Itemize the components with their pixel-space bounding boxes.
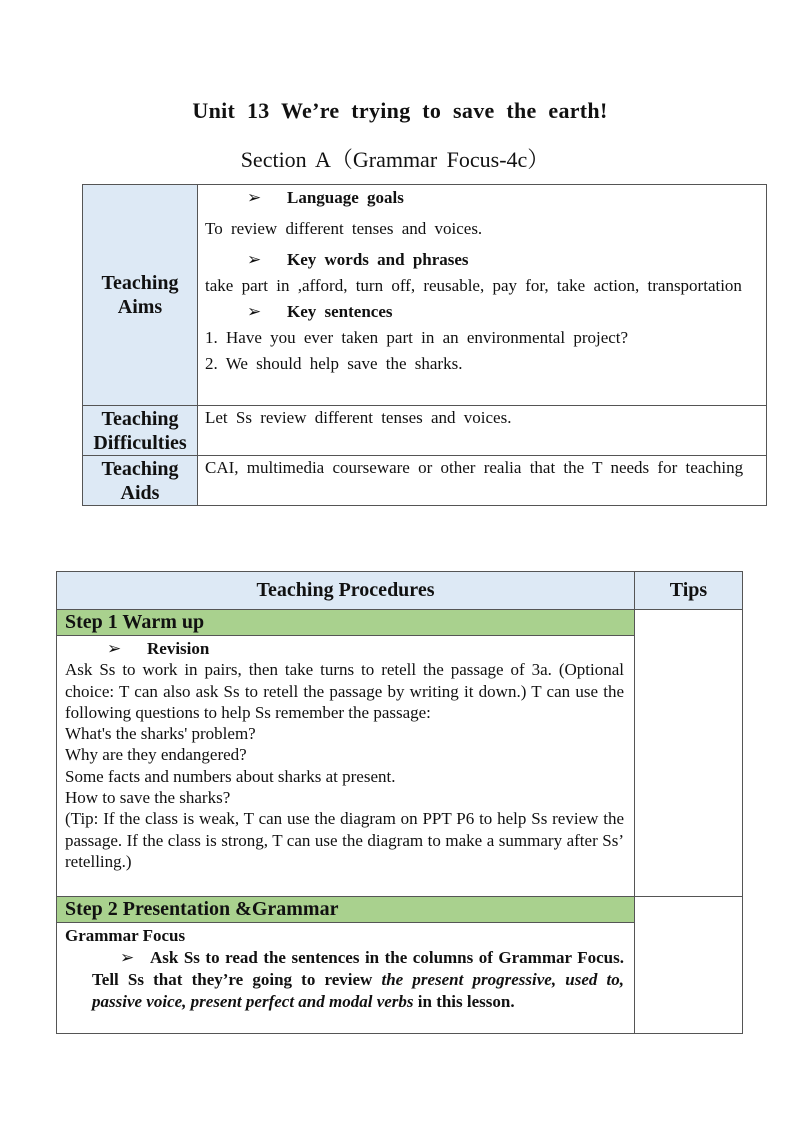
teaching-aims-label [83,185,198,406]
step1-title: Step 1 Warm up [57,610,635,636]
teaching-aids-text: Teaching Aids [101,457,179,504]
arrow-icon: ➢ [120,948,135,967]
key-words-heading-text: Key words and phrases [287,250,469,269]
teaching-difficulties-content [198,406,767,456]
question-2: Why are they endangered? [65,745,247,765]
question-1: What's the sharks' problem? [65,724,256,744]
step2-content [57,923,635,1034]
page-subtitle: Section A（Grammar Focus-4c） [240,147,550,172]
difficulties-text: Let Ss review different tenses and voices. [205,408,512,427]
language-goals-text: To review different tenses and voices. [205,219,483,238]
teaching-aims-text: Teaching Aims [101,272,179,318]
aids-text: CAI, multimedia courseware or other realia that the T needs for teaching [205,458,744,477]
step2-title: Step 2 Presentation &Grammar [57,897,635,923]
grammar-focus-heading: Grammar Focus [65,926,186,945]
question-4: How to save the sharks? [65,788,231,808]
teaching-aids-label [83,456,198,506]
key-sentences-heading-text: Key sentences [287,302,393,321]
question-3: Some facts and numbers about sharks at present. [65,766,396,786]
grammar-text-a: Ask Ss to read the sentences in the columns of Grammar Focus. Tell Ss that they’re going to review [92,948,624,989]
teaching-aids-content [198,456,767,506]
table-row [83,185,767,406]
revision-heading-text: Revision [147,639,210,658]
table-header-row [57,572,743,610]
arrow-icon: ➢ [247,302,262,321]
key-sentences-heading [205,299,759,325]
grammar-text-italic: the present progressive, used to, passive voice, present perfect and modal verbs [92,970,624,1011]
grammar-text-b: in this lesson. [413,992,515,1011]
key-sentence-1: 1. Have you ever taken part in an environmental project? [205,328,629,347]
teaching-aims-content [198,185,767,406]
page-title: Unit 13 We’re trying to save the earth! [192,98,608,123]
table-row [57,610,743,636]
step1-content [57,636,635,897]
key-words-text: take part in ,afford, turn off, reusable, pay for, take action, transportation [205,276,742,295]
table-row [83,406,767,456]
revision-heading [65,638,624,659]
column-header-procedures: Teaching Procedures [57,572,635,610]
step1-tips-cell [635,610,743,897]
grammar-focus-text [65,947,624,1013]
teaching-procedures-table [56,571,743,1034]
key-sentence-2: 2. We should help save the sharks. [205,354,463,373]
step2-tips-cell [635,897,743,1034]
teaching-difficulties-text: Teaching Difficulties [93,407,187,454]
step1-tip: (Tip: If the class is weak, T can use the diagram on PPT P6 to help Ss review the passage. If the class is strong, T can use the diagram to make a summary after Ss’ retelling.) [65,809,624,871]
step1-paragraph: Ask Ss to work in pairs, then take turns to retell the passage of 3a. (Optional choice: T can also ask Ss to retell the passage by writing it down.) T can use the following questions to help Ss remember the passage: [65,660,624,722]
key-words-heading [205,247,759,273]
table-row [57,897,743,923]
language-goals-heading-text: Language goals [287,188,404,207]
arrow-icon: ➢ [107,639,122,658]
arrow-icon: ➢ [247,188,262,207]
language-goals-heading [205,185,759,211]
arrow-icon: ➢ [247,250,262,269]
teaching-difficulties-label [83,406,198,456]
table-row [83,456,767,506]
teaching-aims-table [82,184,767,506]
column-header-tips: Tips [635,572,743,610]
